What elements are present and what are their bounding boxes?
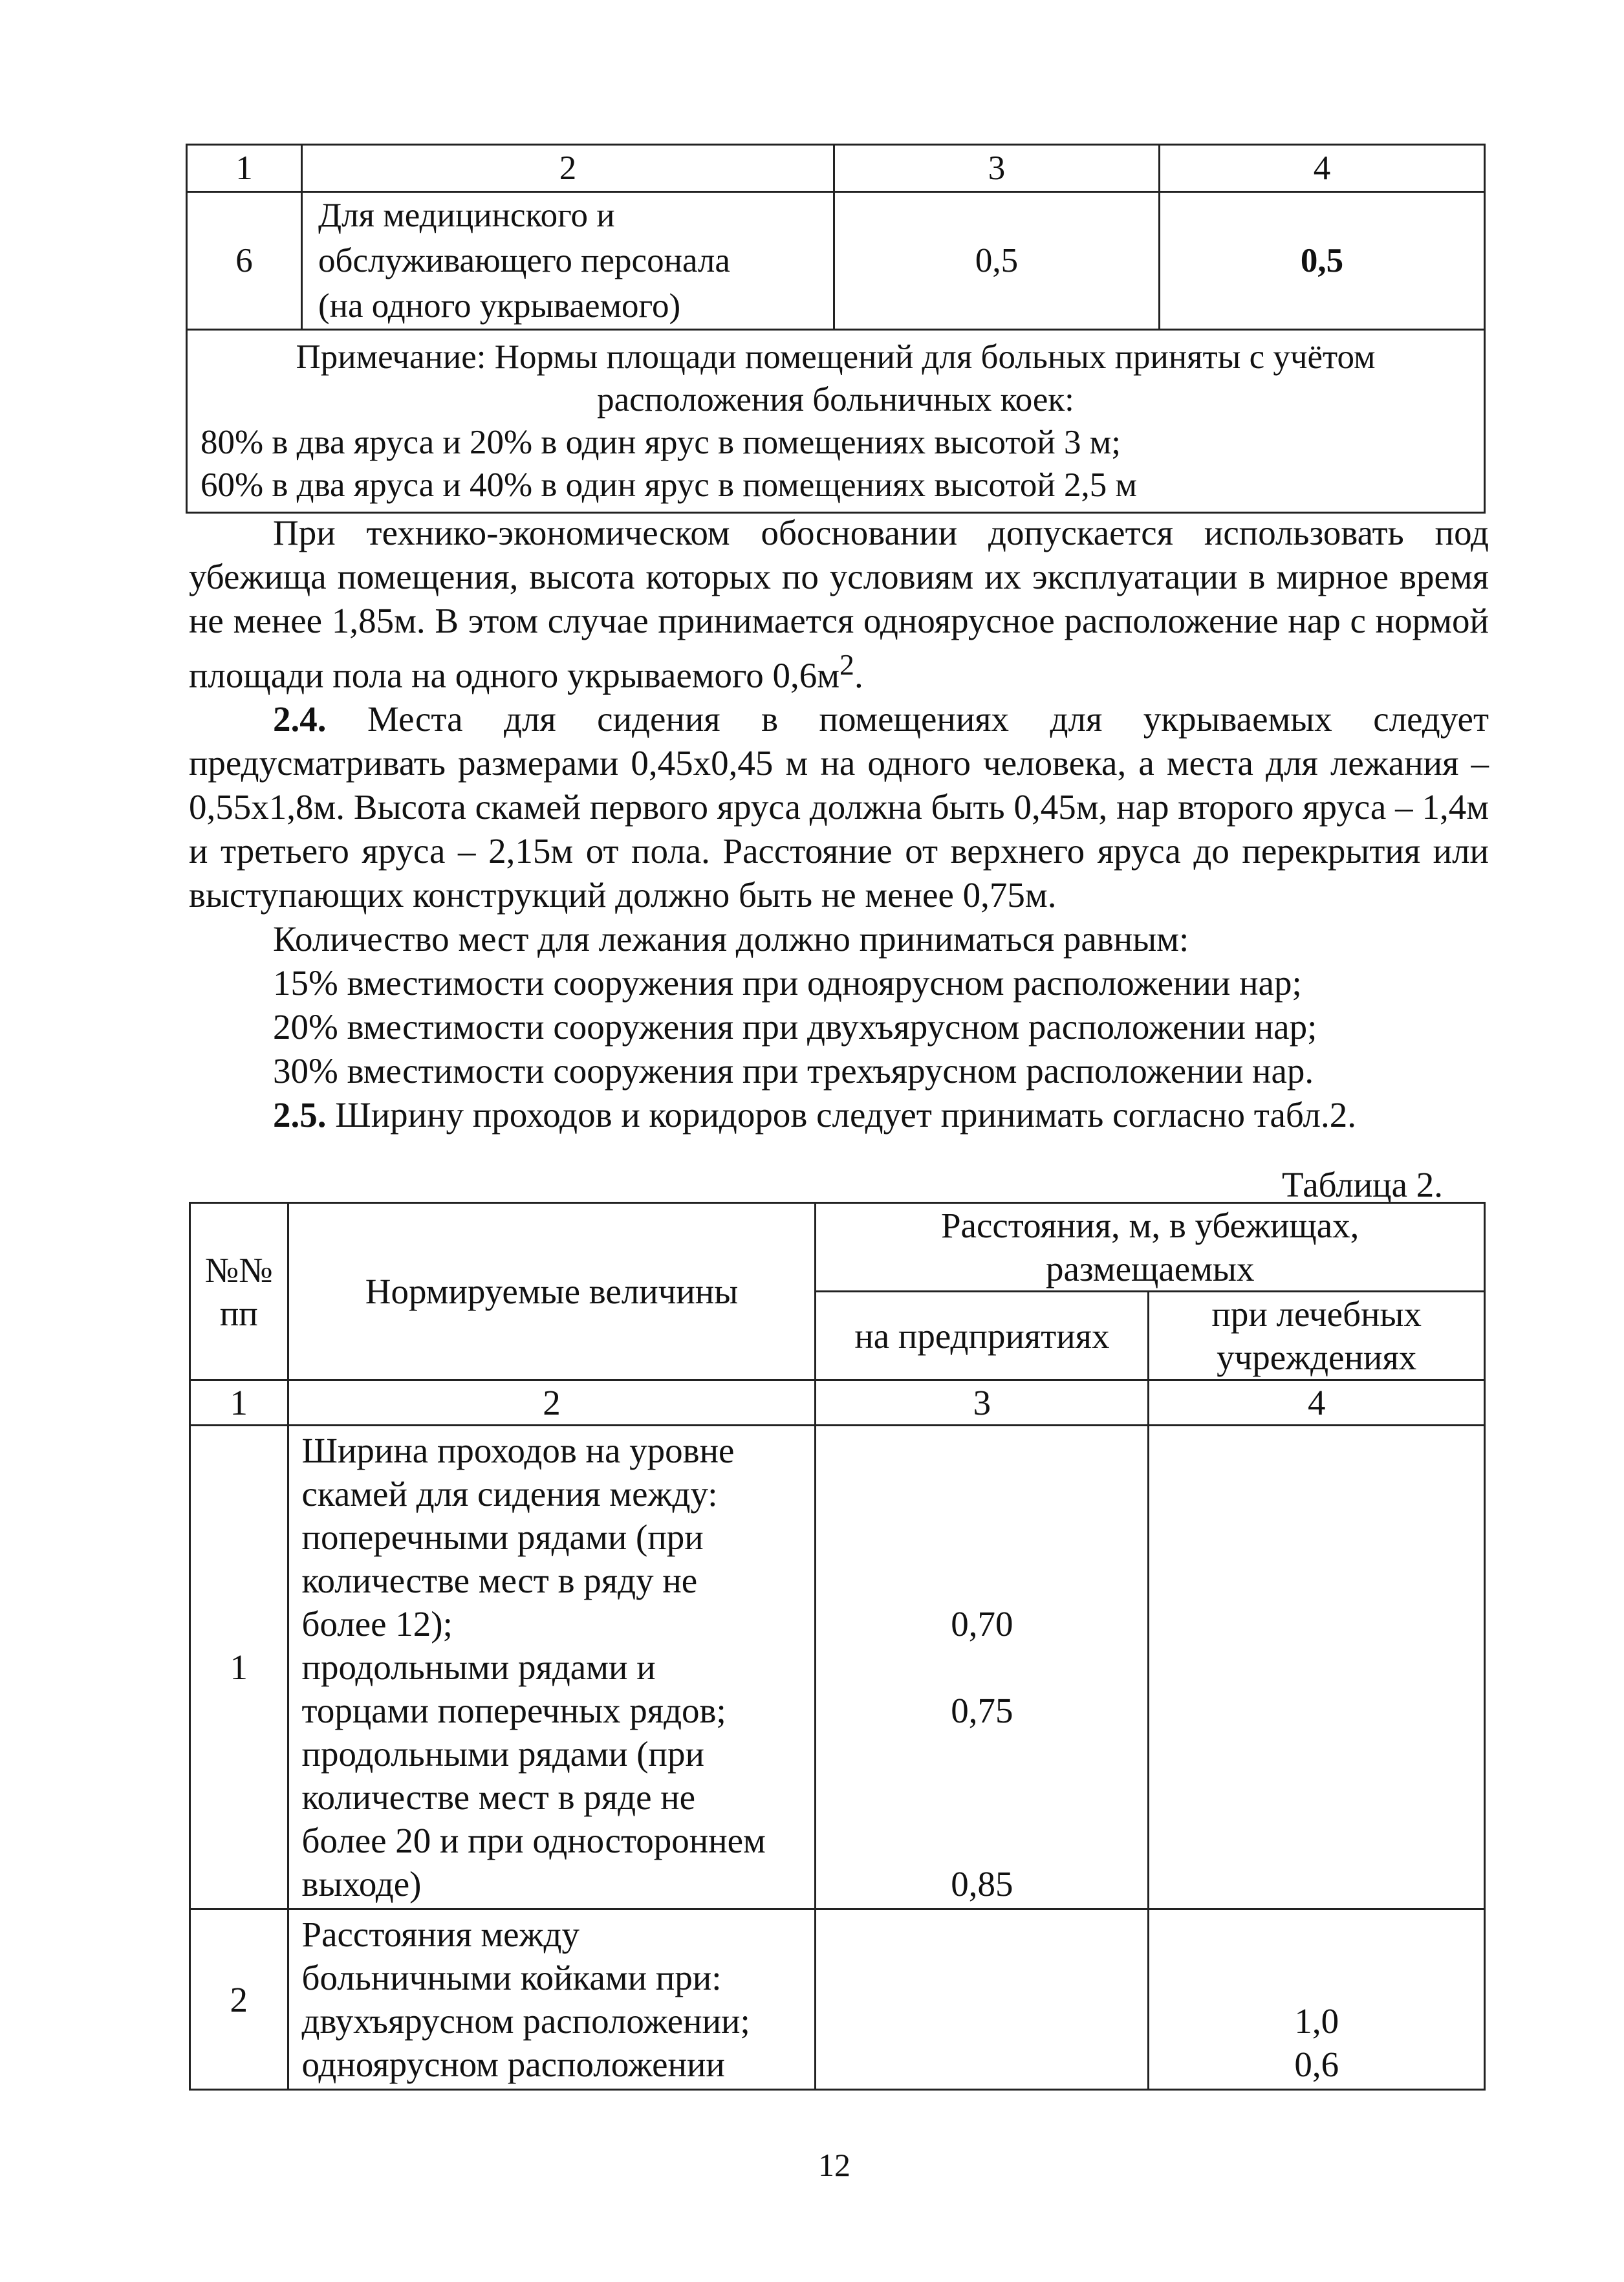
table-1-row-name xyxy=(302,192,834,330)
paragraph-3: Количество мест для лежания должно приниматься равным: xyxy=(273,919,1189,959)
list-item: 15% вместимости сооружения при одноярусном расположении нар; xyxy=(273,963,1302,1003)
table-2-row-1 xyxy=(190,1426,1485,1909)
table-1-col-1: 1 xyxy=(187,145,302,192)
value: 0,70 xyxy=(951,1604,1013,1644)
table-2-row-2 xyxy=(190,1909,1485,2090)
paragraph-2-4: 2.4. Места для сидения в помещениях для укрываемых следует предусматривать размерами 0,45х0,45 м на одного человека, а места для лежания – 0,55х1,8м. Высота скамей первого яруса должна быть 0,45м, нар второго яруса – 1,4м и третьего яруса – 2,15м от пола. Расстояние от верхнего яруса до перекрытия или выступающих конструкций должно быть не менее 0,75м. xyxy=(189,699,1489,915)
table-1-note-row xyxy=(187,330,1485,513)
paragraph-1: При технико-экономическом обосновании допускается использовать под убежища помещения, высота которых по условиям их эксплуатации в мирное время не менее 1,85м. В этом случае принимается одноярусное расположение нар с нормой площади пола на одного укрываемого $0,6м^2$. xyxy=(189,513,1489,695)
table-2-header-row-1 xyxy=(190,1203,1485,1292)
col-number: 1 xyxy=(190,1380,288,1426)
page-number: 12 xyxy=(818,2147,850,2183)
row-num: 2 xyxy=(190,1909,288,2090)
list-item: 20% вместимости сооружения при двухъярусном расположении нар; xyxy=(273,1007,1317,1047)
row-name-line: обслуживающего персонала xyxy=(318,242,730,279)
col-number: 3 xyxy=(816,1380,1149,1426)
row-values-col-3 xyxy=(816,1426,1149,1909)
table-1-row-6 xyxy=(187,192,1485,330)
table-1-row-num: 6 xyxy=(187,192,302,330)
table-1 xyxy=(186,144,1486,514)
table-2-title: Таблица 2. xyxy=(1282,1165,1443,1204)
value: 1,0 xyxy=(1294,2001,1339,2041)
row-name-line: (на одного укрываемого) xyxy=(318,287,681,325)
row-num: 1 xyxy=(190,1426,288,1909)
table-1-row-value-4: 0,5 xyxy=(1160,192,1485,330)
value: 0,75 xyxy=(951,1691,1013,1730)
table-1-col-3: 3 xyxy=(834,145,1160,192)
table-2-col-numbers xyxy=(190,1380,1485,1426)
table-1-col-4: 4 xyxy=(1160,145,1485,192)
section-number: 2.4. xyxy=(273,699,327,739)
superscript: 2 xyxy=(839,648,854,681)
row-values-col-3 xyxy=(816,1909,1149,2090)
col-number: 2 xyxy=(288,1380,816,1426)
paragraph-2-5: 2.5. Ширину проходов и коридоров следует принимать согласно табл.2. xyxy=(273,1095,1356,1135)
body-text xyxy=(189,511,1489,1137)
table-2-header-col-3: на предприятиях xyxy=(816,1292,1149,1380)
table-1-header-row xyxy=(187,145,1485,192)
table-2-header-num: №№ пп xyxy=(190,1203,288,1380)
note-line: 80% в два яруса и 20% в один ярус в помещениях высотой 3 м; xyxy=(200,424,1121,461)
table-2 xyxy=(189,1202,1486,2091)
table-1-note xyxy=(187,330,1485,513)
row-name-line: Для медицинского и xyxy=(318,197,615,234)
table-2-header-col-4: при лечебных учреждениях xyxy=(1149,1292,1485,1380)
note-line: Примечание: Нормы площади помещений для больных приняты с учётом xyxy=(296,338,1376,376)
list-item: 30% вместимости сооружения при трехъярусном расположении нар. xyxy=(273,1051,1314,1091)
table-1-row-value-3: 0,5 xyxy=(834,192,1160,330)
row-values-col-4 xyxy=(1149,1426,1485,1909)
section-number: 2.5. xyxy=(273,1095,327,1135)
row-description: Ширина проходов на уровне скамей для сидения между: поперечными рядами (при количестве мест в ряду не более 12); продольными рядами и торцами поперечных рядов; продольными рядами (при количестве мест в ряде не более 20 и при одностороннем выходе) xyxy=(288,1426,816,1909)
col-number: 4 xyxy=(1149,1380,1485,1426)
row-values-col-4 xyxy=(1149,1909,1485,2090)
value: 0,85 xyxy=(951,1864,1013,1904)
note-line: расположения больничных коек: xyxy=(597,381,1074,418)
row-description: Расстояния между больничными койками при: двухъярусном расположении; одноярусном расположении xyxy=(288,1909,816,2090)
table-2-header-group: Расстояния, м, в убежищах, размещаемых xyxy=(816,1203,1485,1292)
table-2-header-name: Нормируемые величины xyxy=(288,1203,816,1380)
table-1-col-2: 2 xyxy=(302,145,834,192)
note-line: 60% в два яруса и 40% в один ярус в помещениях высотой 2,5 м xyxy=(200,466,1137,504)
value: 0,6 xyxy=(1294,2045,1339,2084)
